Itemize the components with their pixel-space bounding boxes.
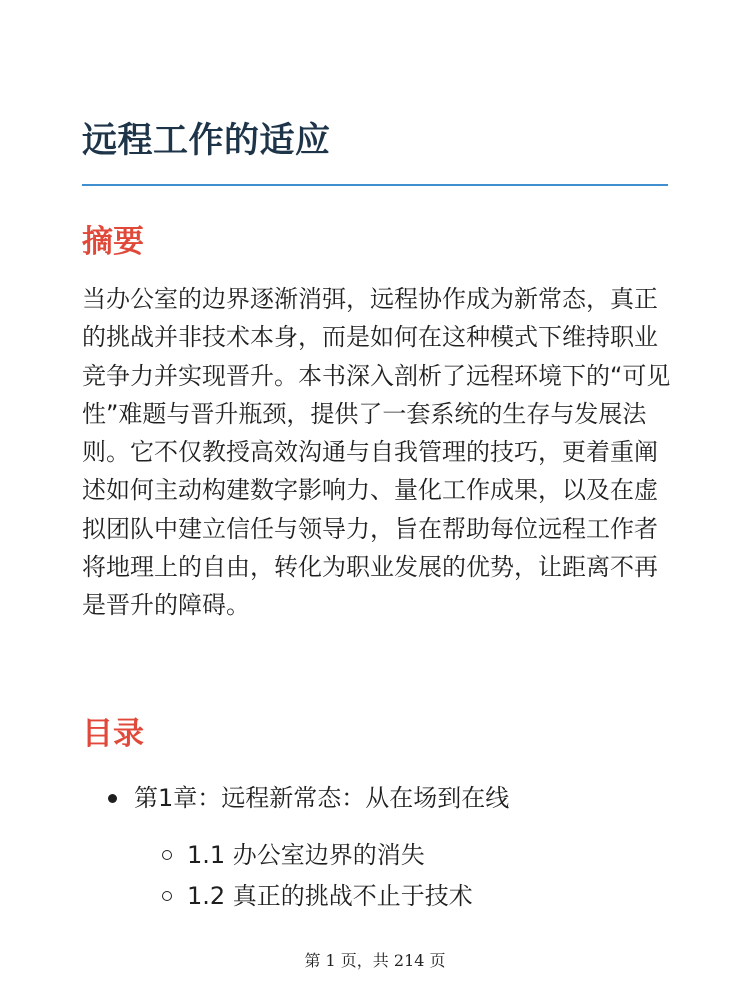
toc-chapter-1[interactable]: [108, 780, 509, 816]
toc-chapter-label: 第1章：远程新常态：从在场到在线: [134, 784, 510, 812]
toc-section-label: 1.1 办公室边界的消失: [187, 841, 425, 869]
page-number-footer: 第 1 页，共 214 页: [304, 951, 446, 970]
bullet-circle-icon: [162, 891, 172, 901]
bullet-circle-icon: [162, 850, 172, 860]
bullet-disc-icon: [108, 794, 117, 803]
toc-section-label: 1.2 真正的挑战不止于技术: [187, 882, 473, 910]
abstract-heading: 摘要: [82, 224, 144, 260]
toc-section-1-2[interactable]: [162, 878, 473, 914]
title-divider: [82, 184, 668, 186]
toc-heading: 目录: [82, 716, 144, 752]
abstract-paragraph: 当办公室的边界逐渐消弭，远程协作成为新常态，真正的挑战并非技术本身，而是如何在这种模式下维持职业竞争力并实现晋升。本书深入剖析了远程环境下的“可见性”难题与晋升瓶颈，提供了一套系统的生存与发展法则。它不仅教授高效沟通与自我管理的技巧，更着重阐述如何主动构建数字影响力、量化工作成果，以及在虚拟团队中建立信任与领导力，旨在帮助每位远程工作者将地理上的自由，转化为职业发展的优势，让距离不再是晋升的障碍。: [82, 285, 671, 620]
document-title: 远程工作的适应: [82, 121, 331, 161]
toc-section-1-1[interactable]: [162, 837, 425, 873]
